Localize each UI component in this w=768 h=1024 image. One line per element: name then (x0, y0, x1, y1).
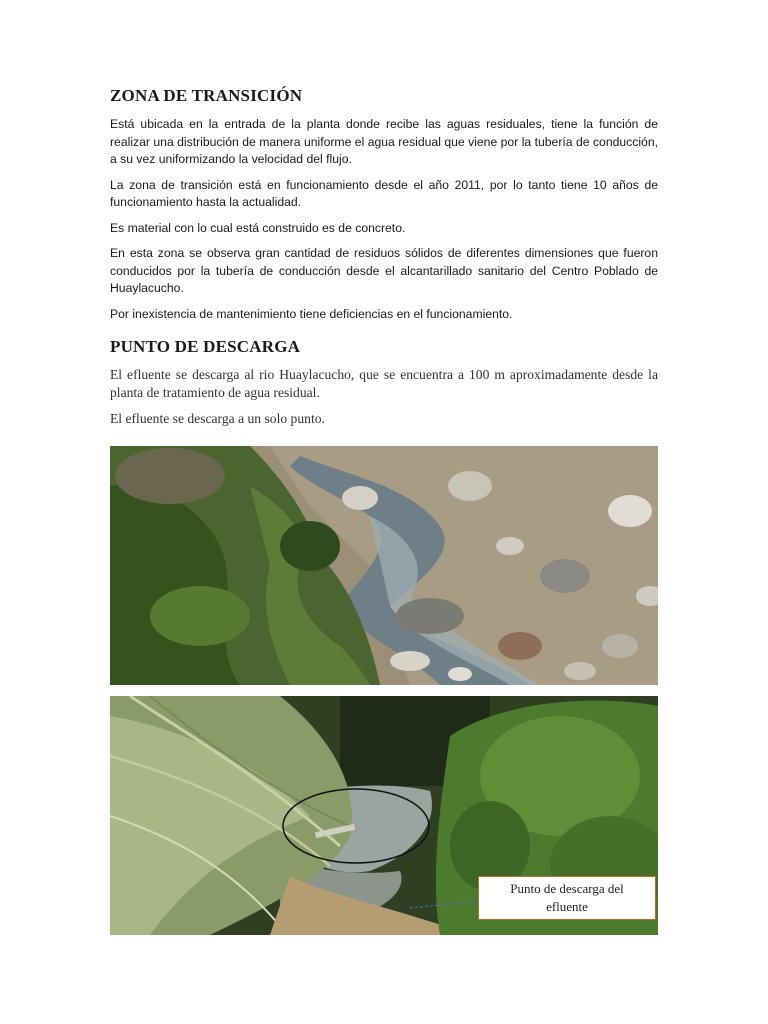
paragraph-transicion-2: La zona de transición está en funcionamiento desde el año 2011, por lo tanto tiene 10 años de funcionamiento hasta la actualidad. (110, 177, 658, 209)
paragraph-transicion-3: Es material con lo cual está construido es de concreto. (110, 220, 406, 235)
paragraph-transicion-5: Por inexistencia de mantenimiento tiene deficiencias en el funcionamiento. (110, 306, 513, 321)
callout-discharge-label (478, 876, 656, 920)
heading-zona-transicion: ZONA DE TRANSICIÓN (110, 86, 303, 105)
callout-line-1: Punto de descarga del (510, 881, 624, 896)
heading-punto-descarga: PUNTO DE DESCARGA (110, 337, 301, 356)
callout-line-2: efluente (546, 899, 588, 914)
paragraph-transicion-1: Está ubicada en la entrada de la planta donde recibe las aguas residuales, tiene la función de realizar una distribución de manera uniforme el agua residual que viene por la tubería de conducción, a su vez uniformizando la velocidad del flujo. (110, 117, 658, 166)
paragraph-transicion-4: En esta zona se observa gran cantidad de residuos sólidos de diferentes dimensiones que fueron conducidos por la tubería de conducción desde el alcantarillado sanitario del Centro Poblado de Huaylacucho. (110, 246, 658, 295)
paragraph-descarga-1: El efluente se descarga al rio Huaylacucho, que se encuentra a 100 m aproximadamente desde la planta de tratamiento de agua residual. (110, 367, 658, 400)
photo-rocky-stream (110, 446, 658, 685)
document-body (110, 86, 658, 435)
paragraph-descarga-2: El efluente se descarga a un solo punto. (110, 410, 325, 426)
